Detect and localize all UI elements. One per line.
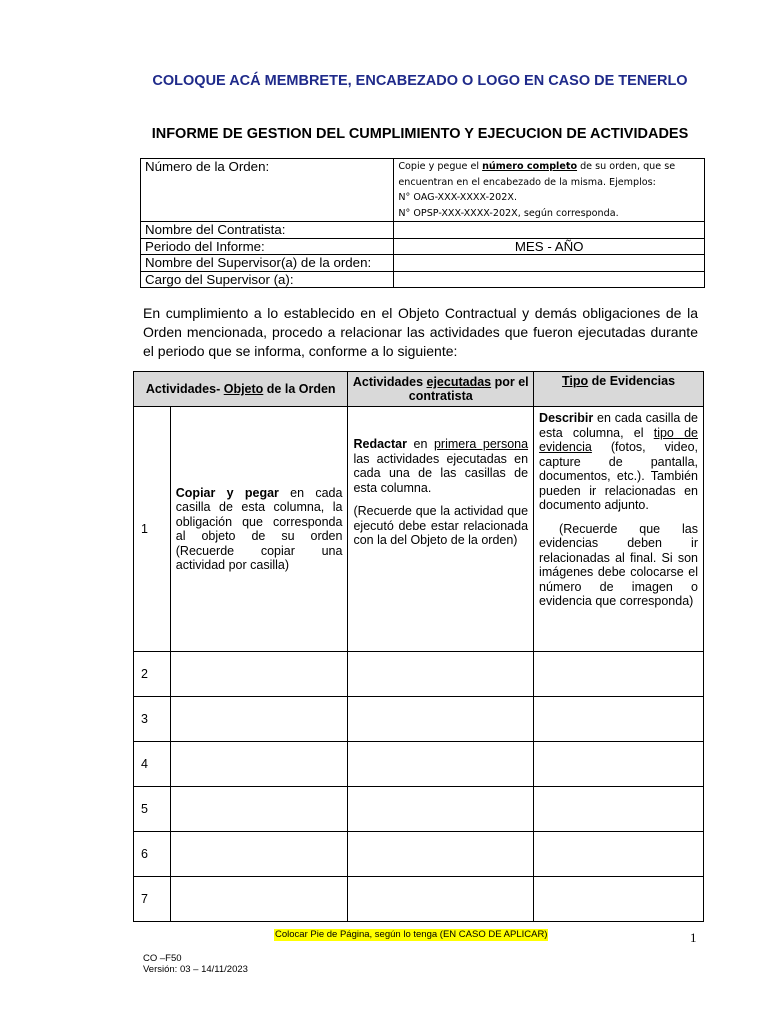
executed-instruction-cell[interactable] — [348, 407, 534, 652]
row-number: 3 — [134, 697, 171, 742]
executed-instruction-note: (Recuerde que la actividad que ejecutó debe estar relacionada con la del Objeto de la orden) — [353, 504, 529, 547]
row-number: 4 — [134, 742, 171, 787]
order-number-instructions[interactable] — [394, 159, 705, 222]
report-period-label: Periodo del Informe: — [141, 238, 394, 255]
intro-paragraph — [143, 304, 698, 361]
object-instruction-bold: Copiar y pegar — [175, 485, 279, 500]
order-example-1: N° OAG-XXX-XXXX-202X. — [398, 192, 517, 203]
evidence-cell[interactable] — [534, 832, 704, 877]
object-cell[interactable] — [170, 787, 348, 832]
evidence-instruction-bold: Describir — [539, 411, 594, 425]
row-number: 7 — [134, 877, 171, 922]
report-title: INFORME DE GESTION DEL CUMPLIMIENTO Y EJECUCION DE ACTIVIDADES — [151, 126, 689, 142]
table-row — [134, 832, 704, 877]
form-code: CO –F50 — [143, 953, 182, 964]
evidence-instruction-mid: en cada casilla de esta columna, el — [539, 411, 698, 440]
executed-cell[interactable] — [348, 742, 534, 787]
row-number: 5 — [134, 787, 171, 832]
object-instruction-text: en cada casilla de esta columna, la obligación que corresponda al objeto de su orden (Recuerde copiar una actividad por casilla) — [175, 485, 343, 572]
instructions-emphasis: número completo — [482, 161, 578, 172]
header-col1-a: Actividades- — [145, 382, 224, 396]
table-row — [134, 742, 704, 787]
supervisor-position-label: Cargo del Supervisor (a): — [141, 271, 394, 288]
order-number-label: Número de la Orden: — [141, 159, 394, 222]
header-col2-a: Actividades — [352, 375, 427, 389]
object-cell[interactable] — [170, 697, 348, 742]
header-evidence-type — [534, 372, 704, 407]
object-cell[interactable] — [170, 832, 348, 877]
executed-cell[interactable] — [348, 832, 534, 877]
table-row — [134, 697, 704, 742]
evidence-instruction-note: (Recuerde que las evidencias deben ir relacionadas al final. Si son imágenes debe colocarse el número de imagen o evidencia que corresponda) — [539, 521, 698, 608]
contractor-name-label: Nombre del Contratista: — [141, 222, 394, 239]
executed-cell[interactable] — [348, 652, 534, 697]
report-period-field[interactable]: MES - AÑO — [394, 238, 705, 255]
supervisor-name-field[interactable] — [394, 255, 705, 272]
header-col3-a: Tipo — [562, 374, 589, 388]
header-col2-c: por el contratista — [408, 375, 529, 403]
row-number: 6 — [134, 832, 171, 877]
page-number: 1 — [690, 930, 697, 945]
executed-cell[interactable] — [348, 697, 534, 742]
object-instruction-cell[interactable] — [170, 407, 348, 652]
activities-header-row — [134, 372, 704, 407]
supervisor-name-row — [141, 255, 705, 272]
evidence-instruction-underline: tipo de evidencia — [539, 425, 698, 454]
table-row — [134, 652, 704, 697]
evidence-cell[interactable] — [534, 877, 704, 922]
executed-cell[interactable] — [348, 787, 534, 832]
order-number-row — [141, 159, 705, 222]
executed-cell[interactable] — [348, 877, 534, 922]
contractor-name-row — [141, 222, 705, 239]
supervisor-name-label: Nombre del Supervisor(a) de la orden: — [141, 255, 394, 272]
object-cell[interactable] — [170, 877, 348, 922]
evidence-instruction-cell[interactable] — [534, 407, 704, 652]
table-row — [134, 407, 704, 652]
executed-instruction-text: las actividades ejecutadas en cada una de las casillas de esta columna. — [353, 451, 529, 495]
footer-placeholder-note: Colocar Pie de Página, según lo tenga (EN CASO DE APLICAR) — [275, 929, 548, 940]
object-cell[interactable] — [170, 742, 348, 787]
letterhead-placeholder: COLOQUE ACÁ MEMBRETE, ENCABEZADO O LOGO EN CASO DE TENERLO — [152, 73, 688, 89]
evidence-instruction-text: (fotos, video, capture de pantalla, documentos, etc.). También pueden ir relacionadas en documento adjunto. — [539, 440, 698, 512]
executed-instruction-mid: en — [406, 437, 434, 451]
evidence-cell[interactable] — [534, 787, 704, 832]
row-number: 2 — [134, 652, 171, 697]
report-period-row — [141, 238, 705, 255]
contractor-name-field[interactable] — [394, 222, 705, 239]
order-example-2: N° OPSP-XXX-XXXX-202X, según corresponda. — [398, 207, 619, 219]
instructions-text-part1: Copie y pegue el — [398, 161, 483, 172]
table-row — [134, 787, 704, 832]
header-col2-b: ejecutadas — [426, 375, 492, 389]
form-version: Versión: 03 – 14/11/2023 — [143, 964, 248, 975]
header-col1-c: de la Orden — [263, 382, 336, 396]
evidence-cell[interactable] — [534, 652, 704, 697]
executed-instruction-underline: primera persona — [433, 437, 529, 451]
supervisor-position-field[interactable] — [394, 271, 705, 288]
evidence-cell[interactable] — [534, 742, 704, 787]
executed-instruction-bold: Redactar — [353, 437, 407, 451]
form-code-block — [143, 953, 248, 975]
header-activities-executed — [348, 372, 534, 407]
supervisor-position-row — [141, 271, 705, 288]
header-activities-object — [134, 372, 348, 407]
object-cell[interactable] — [170, 652, 348, 697]
row-number: 1 — [134, 407, 171, 652]
intro-text: En cumplimiento a lo establecido en el Objeto Contractual y demás obligaciones de la Orden mencionada, procedo a relacionar las actividades que fueron ejecutadas durante el periodo que se informa, conforme a lo siguiente: — [143, 305, 698, 359]
instructions-text-part2: de su orden, que se encuentran en el encabezado de la misma. Ejemplos: — [398, 161, 676, 188]
order-info-table — [140, 158, 705, 288]
header-col3-b: de Evidencias — [588, 374, 676, 388]
table-row — [134, 877, 704, 922]
activities-table — [133, 371, 704, 922]
evidence-cell[interactable] — [534, 697, 704, 742]
header-col1-b: Objeto — [223, 382, 264, 396]
